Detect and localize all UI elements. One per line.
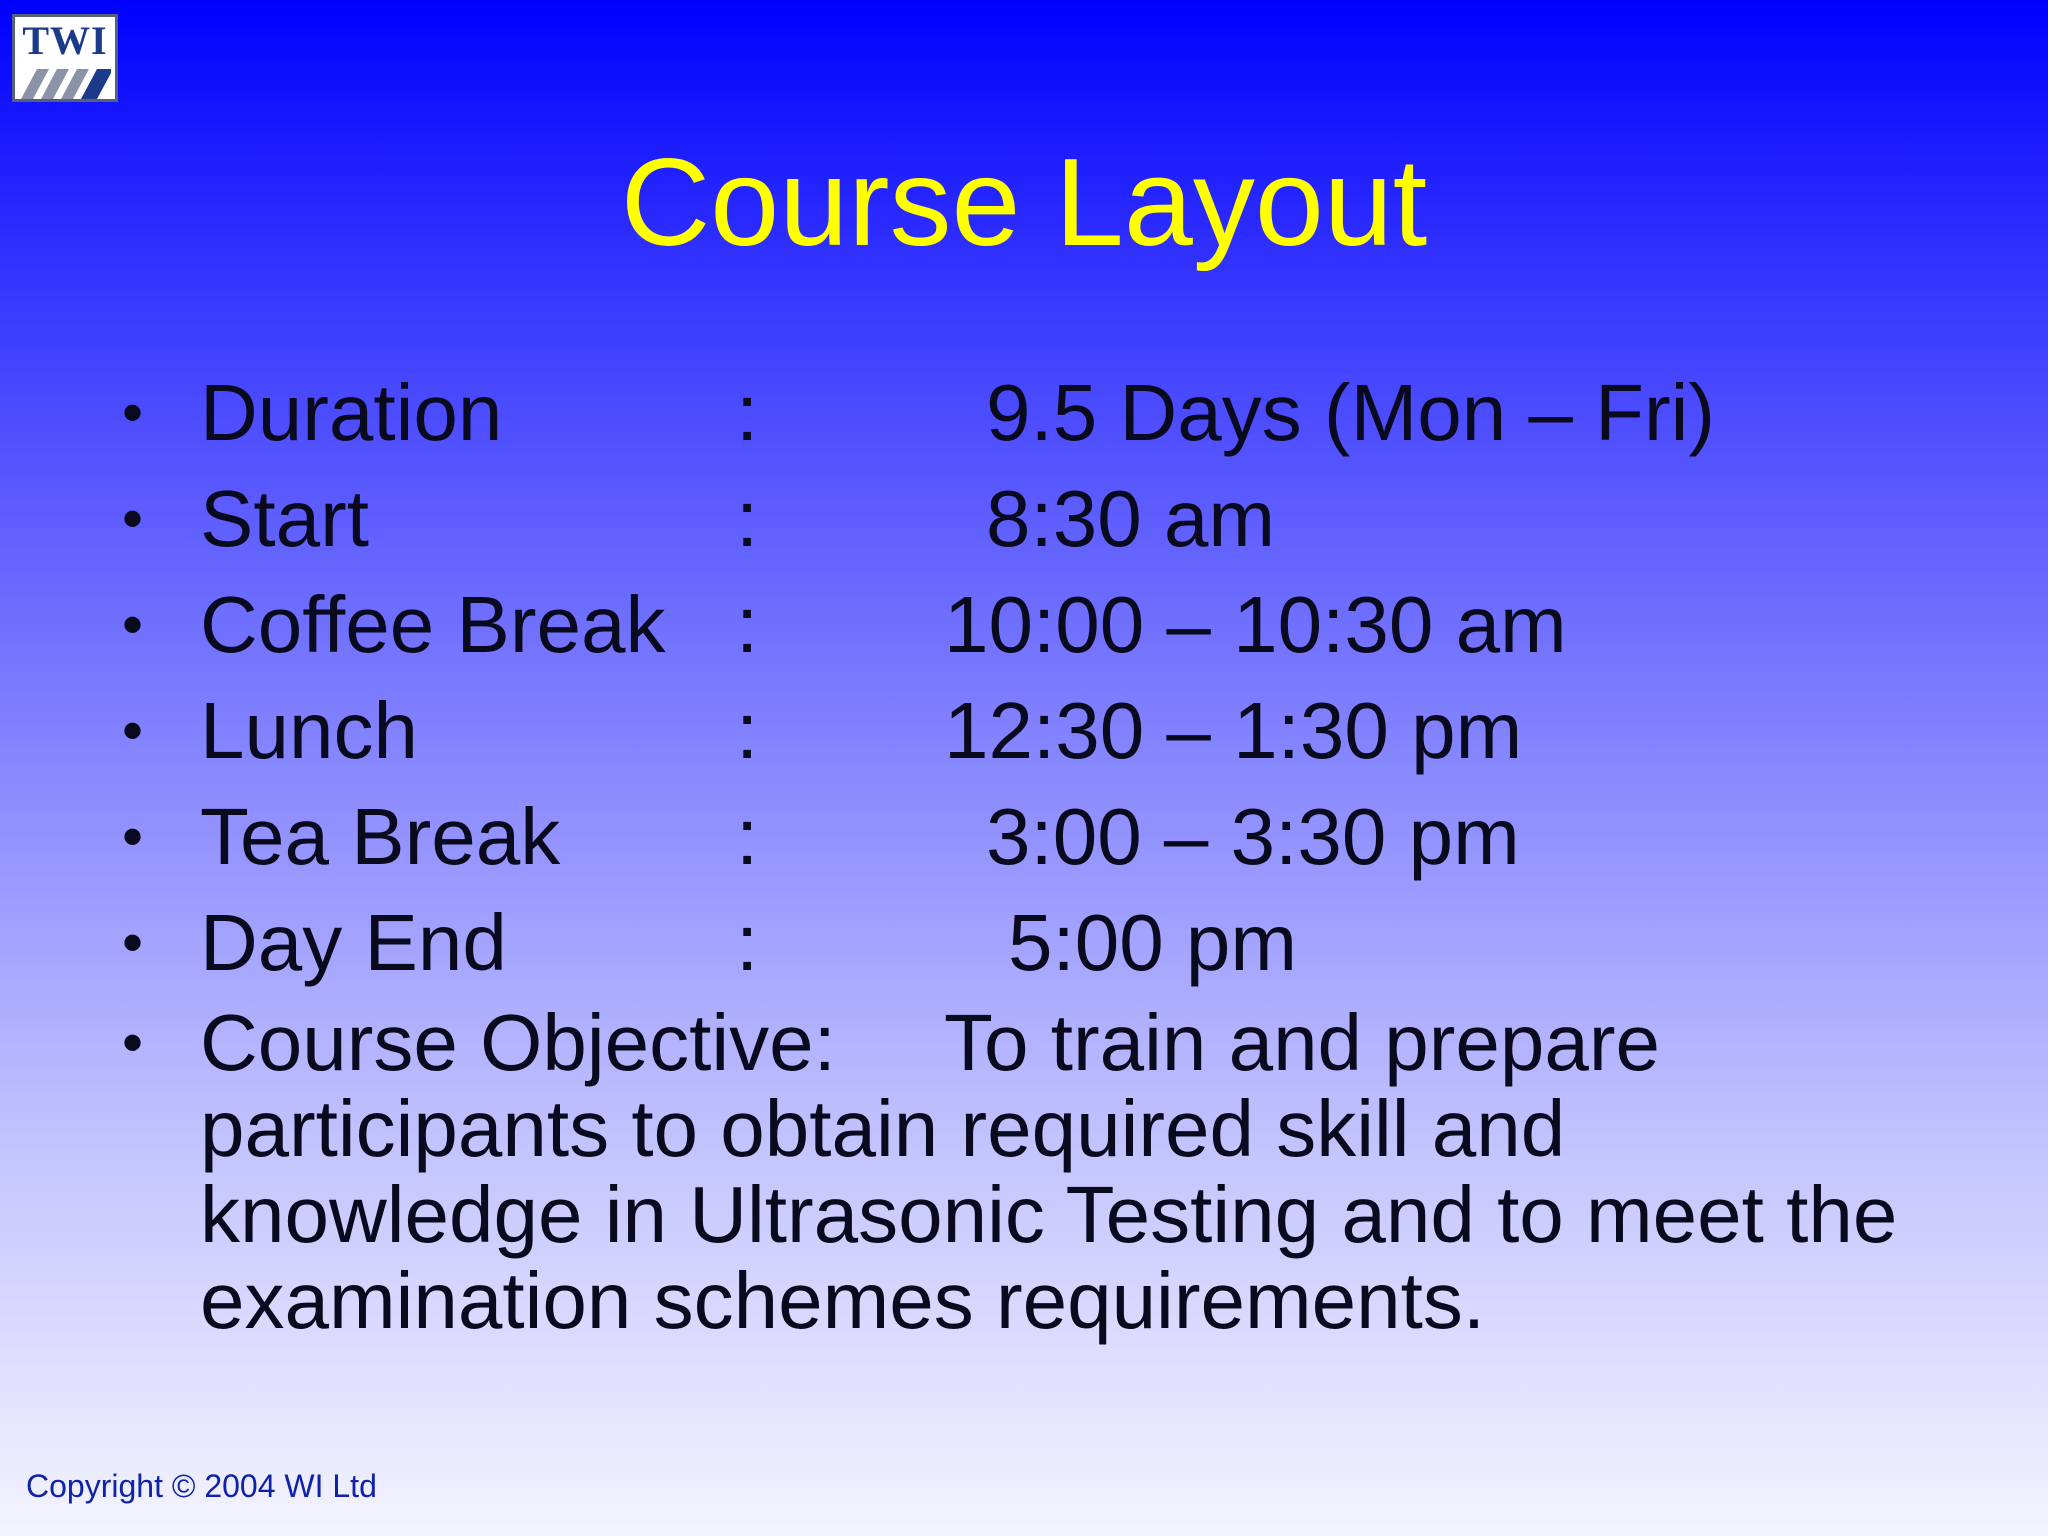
- item-value: 8:30 am: [986, 474, 1276, 563]
- bullet: •: [122, 485, 144, 552]
- item-separator: :: [736, 792, 759, 881]
- item-separator: :: [736, 368, 759, 457]
- item-value: 3:00 – 3:30 pm: [986, 792, 1520, 881]
- item-label: Duration: [200, 368, 503, 457]
- bullet: •: [122, 591, 144, 658]
- bullet: •: [122, 379, 144, 446]
- logo-stripes-icon: [19, 69, 111, 99]
- item-label: Lunch: [200, 686, 418, 775]
- bullet: •: [122, 697, 144, 764]
- item-value: 5:00 pm: [1008, 898, 1298, 987]
- item-separator: :: [736, 686, 759, 775]
- bullet: •: [122, 803, 144, 870]
- course-objective: [200, 1000, 1940, 1344]
- item-label: Tea Break: [200, 792, 561, 881]
- item-value: 9.5 Days (Mon – Fri): [986, 368, 1716, 457]
- logo-text: TWI: [22, 18, 108, 63]
- objective-text: To train and prepare participants to obtain required skill and knowledge in Ultrasonic Testing and to meet the examination schemes requirements.: [200, 998, 1898, 1345]
- item-value: 10:00 – 10:30 am: [944, 580, 1567, 669]
- item-separator: :: [736, 898, 759, 987]
- item-label: Coffee Break: [200, 580, 666, 669]
- item-value: 12:30 – 1:30 pm: [944, 686, 1523, 775]
- item-separator: :: [736, 580, 759, 669]
- bullet: •: [122, 909, 144, 976]
- slide-title: Course Layout: [620, 134, 1428, 272]
- bullet: •: [122, 1009, 144, 1076]
- item-separator: :: [736, 474, 759, 563]
- copyright-footer: Copyright © 2004 WI Ltd: [26, 1468, 377, 1504]
- twi-logo: [12, 14, 118, 102]
- objective-label: Course Objective:: [200, 998, 836, 1087]
- item-label: Day End: [200, 898, 507, 987]
- item-label: Start: [200, 474, 369, 563]
